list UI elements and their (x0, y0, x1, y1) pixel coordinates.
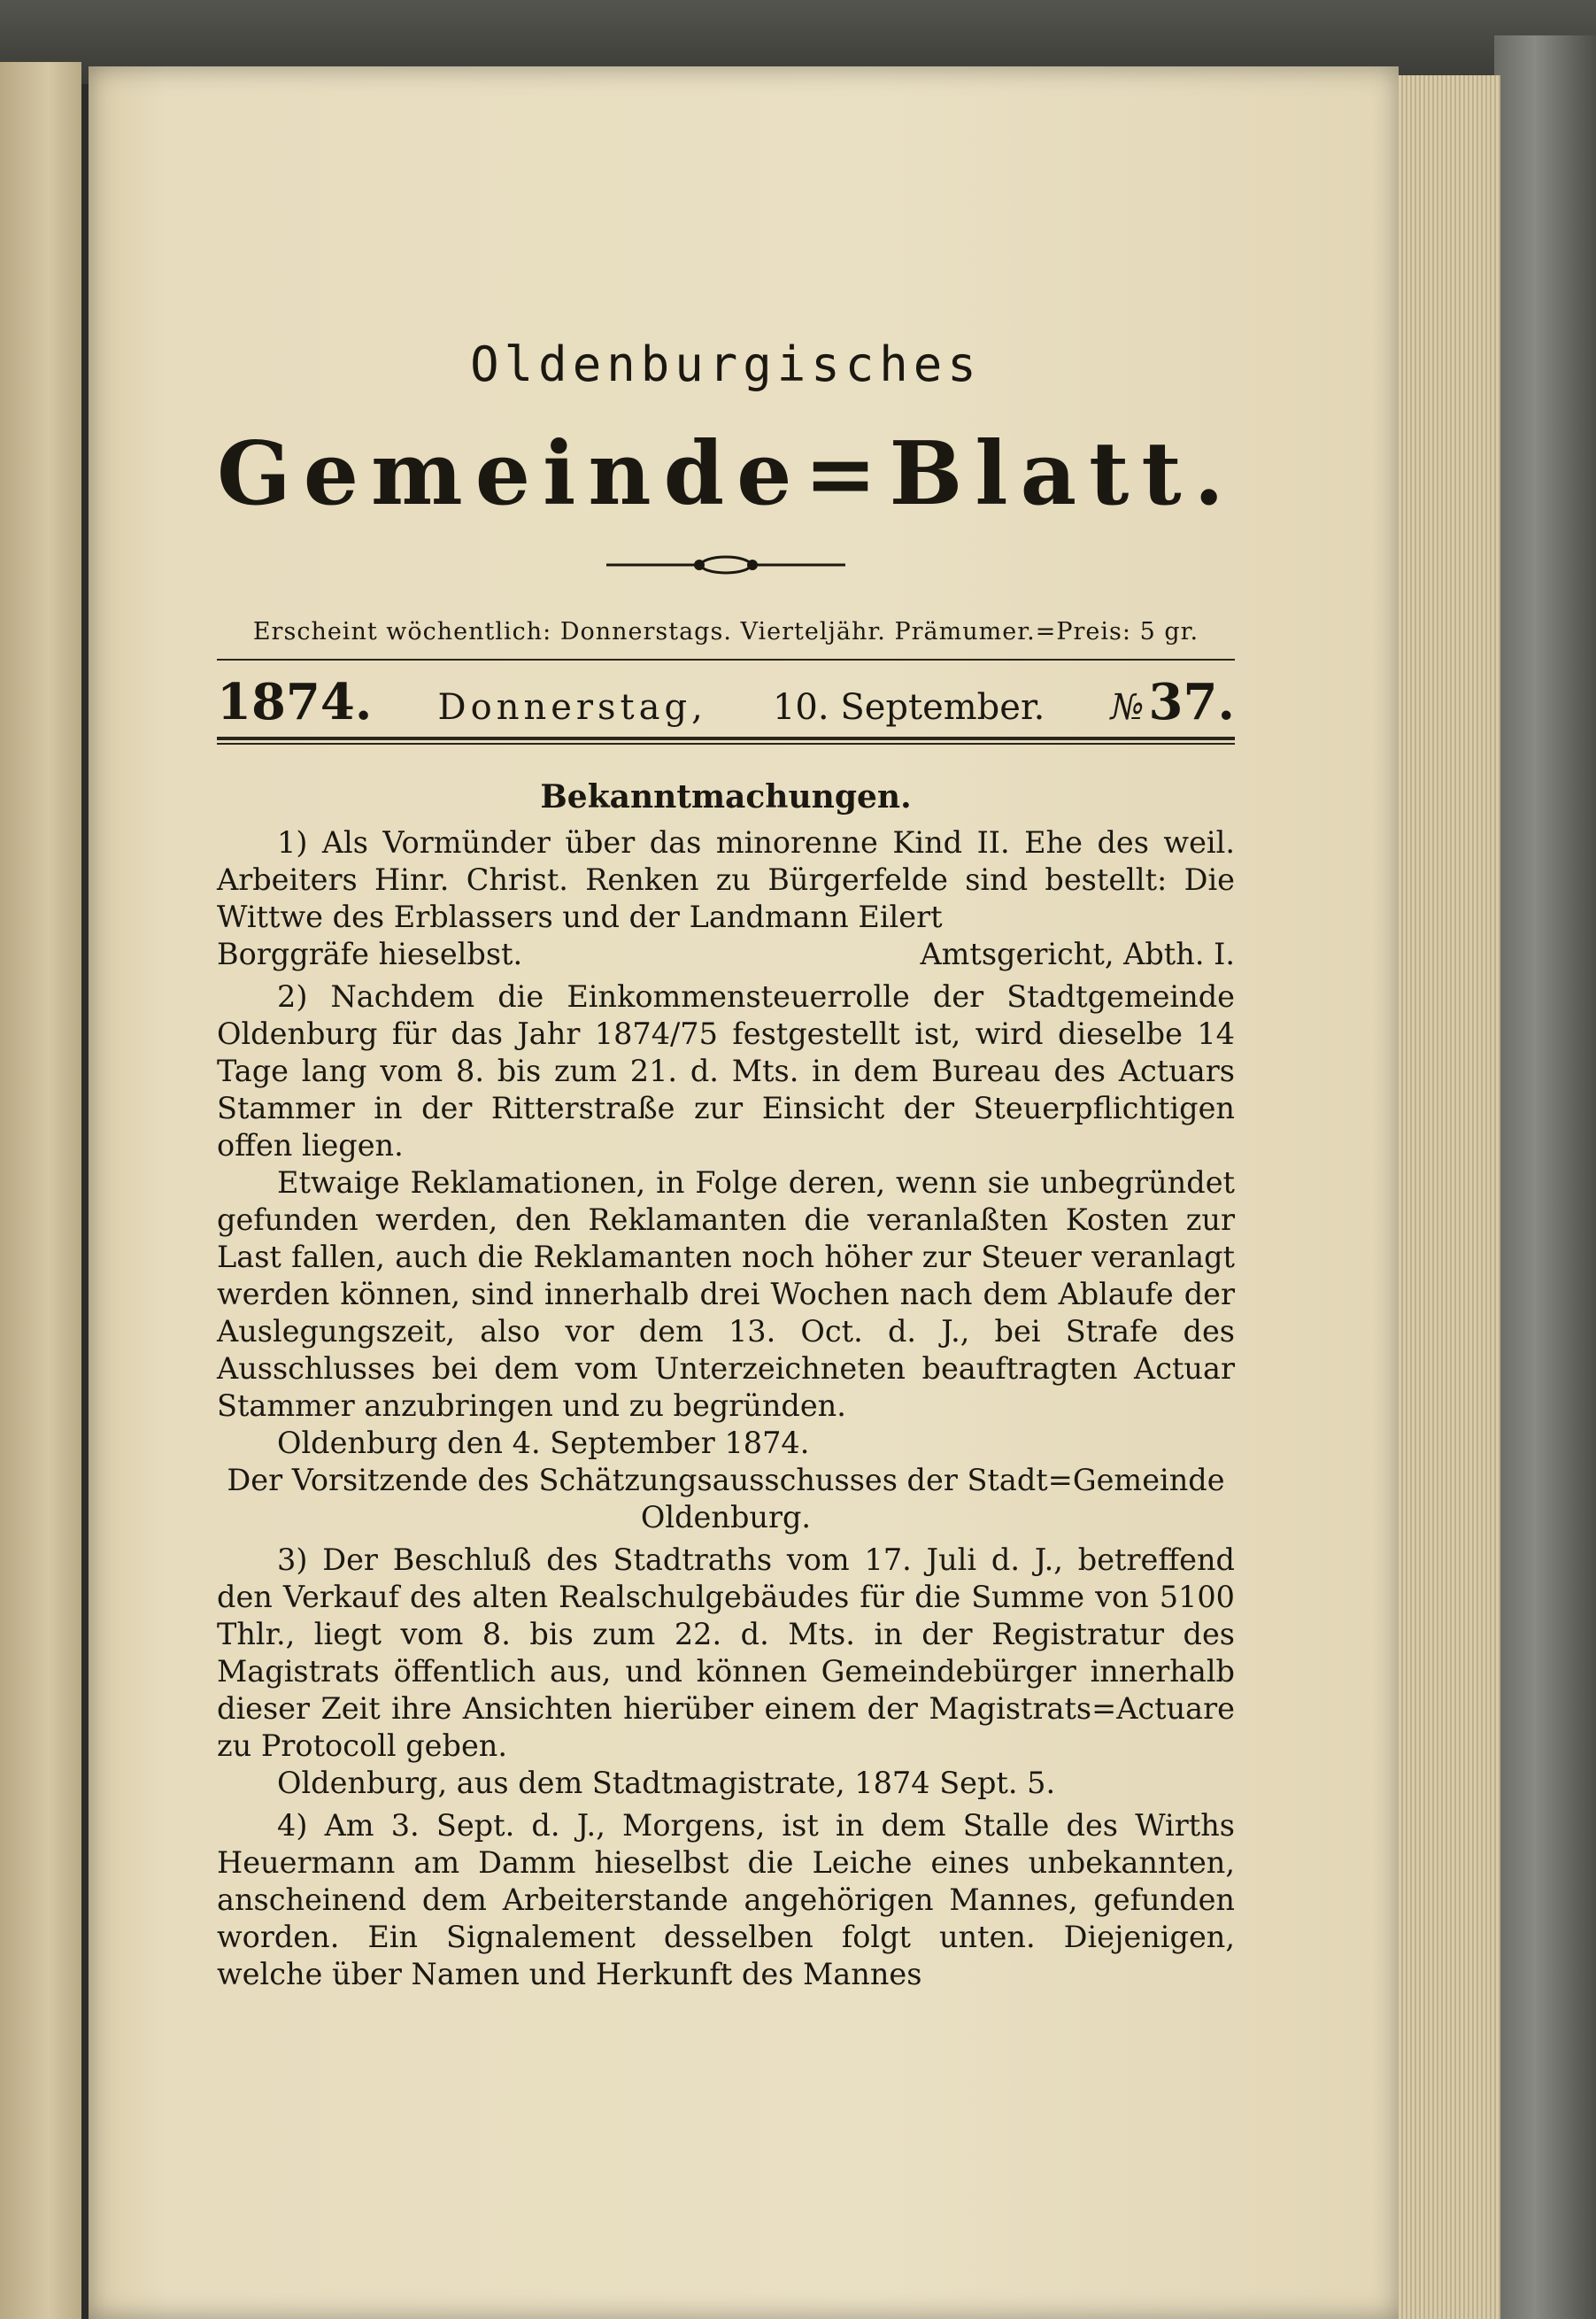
masthead-kicker: Oldenburgisches (470, 336, 982, 392)
rule-thin (217, 659, 1235, 661)
notices (217, 824, 1235, 1993)
notice-2-paragraph-1: 2) Nachdem die Einkommensteuerrolle der Stadtgemeinde Oldenburg für das Jahr 1874/75 festgestellt ist, wird dieselbe 14 Tage lang vom 8. bis zum 21. d. Mts. in dem Bureau des Actuars Stammer in der Ritterstraße zur Einsicht der Steuerpflichtigen offen liegen. (217, 979, 1235, 1163)
ornament-divider-icon (602, 547, 850, 583)
rule-double (217, 737, 1235, 745)
notice-3-place-date: Oldenburg, aus dem Stadtmagistrate, 1874 Sept. 5. (277, 1766, 1056, 1800)
number-sign: № (1110, 687, 1145, 728)
notice-2-place-date: Oldenburg den 4. September 1874. (277, 1426, 810, 1460)
issue-number: 37. (1148, 673, 1235, 731)
book-cover-right (1494, 35, 1596, 2319)
notice-4-paragraph-1: 4) Am 3. Sept. d. J., Morgens, ist in dem Stalle des Wirths Heuermann am Damm hieselbst die Leiche eines unbekannten, anscheinend dem Arbeiterstande angehörigen Mannes, gefunden worden. Ein Signalement desselben folgt unten. Diejenigen, welche über Namen und Herkunft des Mannes (217, 1808, 1235, 1991)
page-stack-edge (1381, 75, 1500, 2319)
dateline (217, 673, 1235, 735)
notice-1-last-right: Amtsgericht, Abth. I. (920, 937, 1235, 971)
newspaper-page (89, 66, 1399, 2319)
page-content (217, 235, 1235, 1993)
issue-year: 1874. (217, 673, 373, 731)
masthead-title: Gemeinde=Blatt. (217, 423, 1237, 525)
notice-2-signature: Der Vorsitzende des Schätzungsausschusses der Stadt=Gemeinde Oldenburg. (227, 1463, 1225, 1534)
notice-1-signature-line (217, 936, 1235, 973)
issue-date: 10. September. (772, 687, 1045, 728)
notice-1-text: 1) Als Vormünder über das minorenne Kind II. Ehe des weil. Arbeiters Hinr. Christ. Renken zu Bürgerfelde sind bestellt: Die Wittwe des Erblassers und der Landmann Eilert (217, 825, 1235, 934)
section-title: Bekanntmachungen. (540, 778, 912, 816)
publication-info: Erscheint wöchentlich: Donnerstags. Vierteljähr. Prämumer.=Preis: 5 gr. (252, 618, 1199, 645)
notice-3-paragraph-1: 3) Der Beschluß des Stadtraths vom 17. Juli d. J., betreffend den Verkauf des alten Realschulgebäudes für die Summe von 5100 Thlr., liegt vom 8. bis zum 22. d. Mts. in der Registratur des Magistrats öffentlich aus, und können Gemeindebürger innerhalb dieser Zeit ihre Ansichten hierüber einem der Magistrats=Actuare zu Protocoll geben. (217, 1542, 1235, 1763)
notice-1-last-left: Borggräfe hieselbst. (217, 937, 523, 971)
issue-weekday: Donnerstag, (437, 687, 707, 728)
notice-2-paragraph-2: Etwaige Reklamationen, in Folge deren, wenn sie unbegründet gefunden werden, den Reklamanten die veranlaßten Kosten zur Last fallen, auch die Reklamanten noch höher zur Steuer veranlagt werden können, sind innerhalb drei Wochen nach dem Ablaufe der Auslegungszeit, also vor dem 13. Oct. d. J., bei Strafe des Ausschlusses bei dem vom Unterzeichneten beauftragten Actuar Stammer anzubringen und zu begründen. (217, 1165, 1235, 1423)
left-page-edge (0, 62, 81, 2319)
